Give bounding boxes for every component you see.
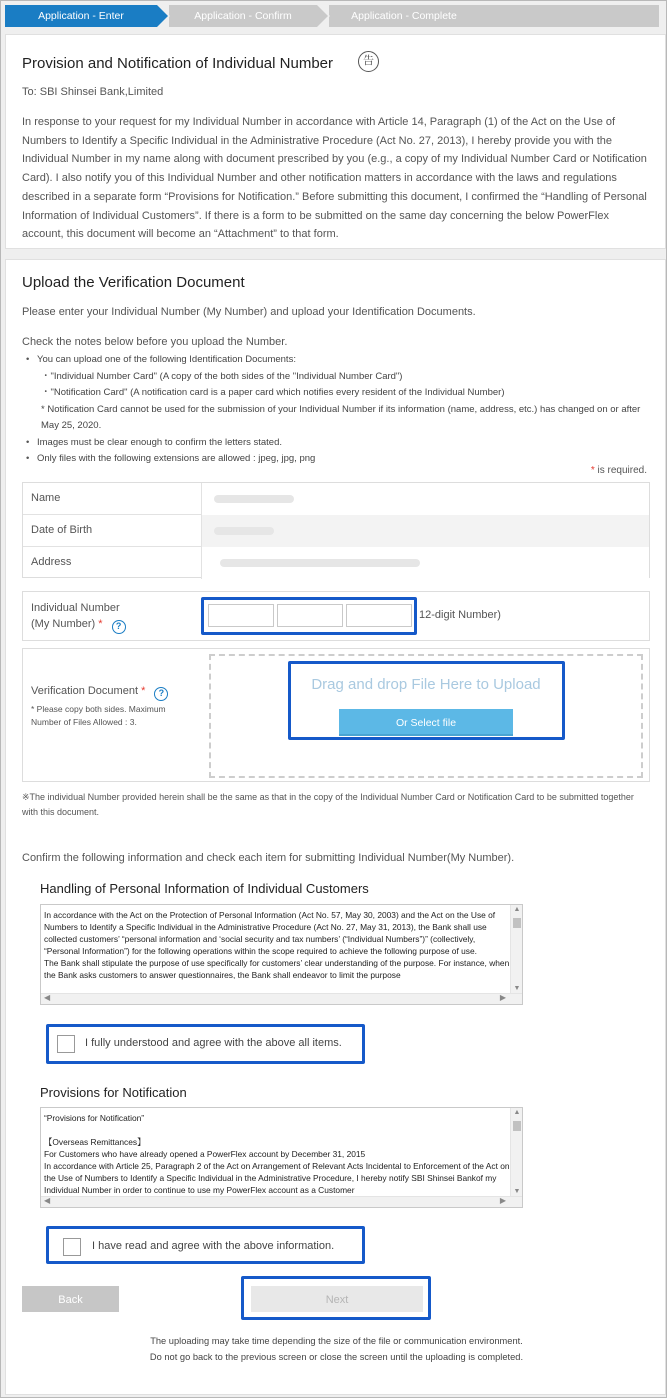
handling-text: In accordance with the Act on the Protection of Personal Information (Act No. 57, May 30, 2003) and the Act on the Use of Numbers to Identify a Specific Individual in the Administrative Procedure (Act No. 27, May 31, 2013), the Bank shall use collected customers’ “personal information and ‘social security and tax numbers’ (“Individual Numbers”)” (collectively, “Personal Information”) for the following operations within the scope required to achieve the following purpose of use. The Bank shall stipulate the purpose of use specifically for customers’ clear understanding of the purpose. For instance, when the Bank asks customers to answer questionnaires, the Bank shall endeavor to limit the purpose [44,910,510,980]
provisions-agree-checkbox[interactable] [63,1238,81,1256]
mynumber-hint: 12-digit Number) [419,609,501,621]
mynumber-input-3[interactable] [346,604,412,627]
step-complete [329,5,659,27]
handling-title: Handling of Personal Information of Individual Customers [40,881,369,896]
handling-hscrollbar[interactable]: ◀ ▶ [41,993,522,1004]
provisions-scrollbar[interactable]: ▲ ▼ [510,1108,522,1207]
address-row [23,547,649,579]
dob-label: Date of Birth [31,524,93,536]
drop-title: Drag and drop File Here to Upload [311,676,541,693]
file-drop-zone[interactable] [209,654,643,778]
notes-list [24,352,654,468]
mynumber-label-line2: (My Number) [31,618,96,630]
upload-instruction: Please enter your Individual Number (My Number) and upload your Identification Documents. [22,306,476,318]
step-complete-label: Application - Complete [351,10,457,22]
provision-panel [5,34,666,249]
step-enter [5,5,157,27]
dob-value [201,515,649,547]
note-bullet: • You can upload one of the following Identification Documents: [24,352,654,369]
check-notes: Check the notes below before you upload the Number. [22,336,288,348]
mynumber-input-1[interactable] [208,604,274,627]
document-note: * Please copy both sides. Maximum Number of Files Allowed : 3. [31,704,166,727]
upload-title: Upload the Verification Document [22,274,245,291]
customer-info-table [22,482,650,578]
provisions-agree-label: I have read and agree with the above information. [92,1240,335,1252]
progress-steps [5,5,665,27]
footer-line-1: The uploading may take time depending the size of the file or communication environment. [150,1336,523,1346]
handling-scrollbar[interactable]: ▲ ▼ [510,905,522,1004]
handling-textbox[interactable] [40,904,523,1005]
confirm-instruction: Confirm the following information and check each item for submitting Individual Number(My Number). [22,852,515,864]
note-sub-item: ・"Notification Card" (A notification card is a paper card which notifies every resident of the Individual Number) [41,387,505,398]
mynumber-input-2[interactable] [277,604,343,627]
footer-line-2: Do not go back to the previous screen or close the screen until the uploading is completed. [149,1351,524,1362]
step-confirm-label: Application - Confirm [194,10,292,22]
handling-agree-checkbox[interactable] [57,1035,75,1053]
provisions-hscrollbar[interactable]: ◀ ▶ [41,1196,522,1207]
addressee: To: SBI Shinsei Bank,Limited [22,86,164,98]
required-star: * [590,465,595,476]
next-button[interactable]: Next [251,1286,423,1312]
provision-body: In response to your request for my Individual Number in accordance with Article 14, Paragraph (1) of the Act on the Use of Numbers to Identify a Specific Individual in the Administrative Procedure (Act No. 27, 2013), I hereby provide you with the Individual Number in my name along with document prescribed by you (e.g., a copy of my Individual Number Card or Notification Card). I also notify you of this Individual Number and other notification matters in accordance with the laws and regulations described in a separate form “Provisions for Notification.” Before submitting this document, I confirmed the “Handling of Personal Information of Individual Customers”. If there is a form to be submitted on the same day concerning the below PowerFlex account, this document will become an “Attachment” to that form. [22,116,647,241]
step-enter-label: Application - Enter [38,10,124,22]
provision-title: Provision and Notification of Individual Number [22,55,333,72]
provisions-textbox[interactable] [40,1107,523,1208]
select-file-button[interactable]: Or Select file [339,709,513,736]
note-text: * Notification Card cannot be used for the submission of your Individual Number if its information (name, address, etc.) has changed on or after May 25, 2020. [41,403,641,431]
handling-agree-label: I fully understood and agree with the above all items. [85,1037,342,1049]
step-confirm [169,5,317,27]
name-value [201,483,649,515]
provisions-title: Provisions for Notification [40,1085,187,1100]
mynumber-label-line1: Individual Number [31,602,120,614]
document-label-text: Verification Document [31,685,138,697]
provisions-text: “Provisions for Notification” 【Overseas Remittances】 For Customers who have already opened a PowerFlex account by December 31, 2015 In accordance with Article 25, Paragraph 2 of the Act on Arrangement of Relevant Acts Incidental to Enforcement of the Act on the Use of Numbers to Identify a Specific Individual in the Administrative Procedure, I hereby notify SBI Shinsei Bankof my Individual Number in order to continue to use my PowerFlex account as a Customer [44,1113,510,1195]
note-sub-item: ・"Individual Number Card" (A copy of the both sides of the "Individual Number Card") [41,370,403,382]
upload-panel [5,259,666,1395]
note-bullet: • Only files with the following extensions are allowed : jpeg, jpg, png [24,451,654,468]
address-label: Address [31,556,72,568]
same-number-note: ※The individual Number provided herein shall be the same as that in the copy of the Individual Number Card or Notification Card to be submitted together with this document. [22,792,634,817]
required-legend [591,465,647,476]
mynumber-box [22,591,650,641]
required-star: * [98,618,103,630]
document-label [31,683,201,729]
upload-footer [6,1334,667,1365]
help-icon[interactable]: ? [112,620,126,634]
mynumber-label [31,600,126,634]
required-text: is required. [594,465,647,476]
notice-icon: 告 [358,51,379,72]
name-row [23,483,649,515]
document-box [22,648,650,782]
back-button[interactable]: Back [22,1286,119,1312]
help-icon[interactable]: ? [154,687,168,701]
name-label: Name [31,492,61,504]
required-star: * [141,685,146,697]
note-bullet: • Images must be clear enough to confirm the letters stated. [24,435,654,452]
dob-row [23,515,649,547]
address-value [201,547,649,579]
